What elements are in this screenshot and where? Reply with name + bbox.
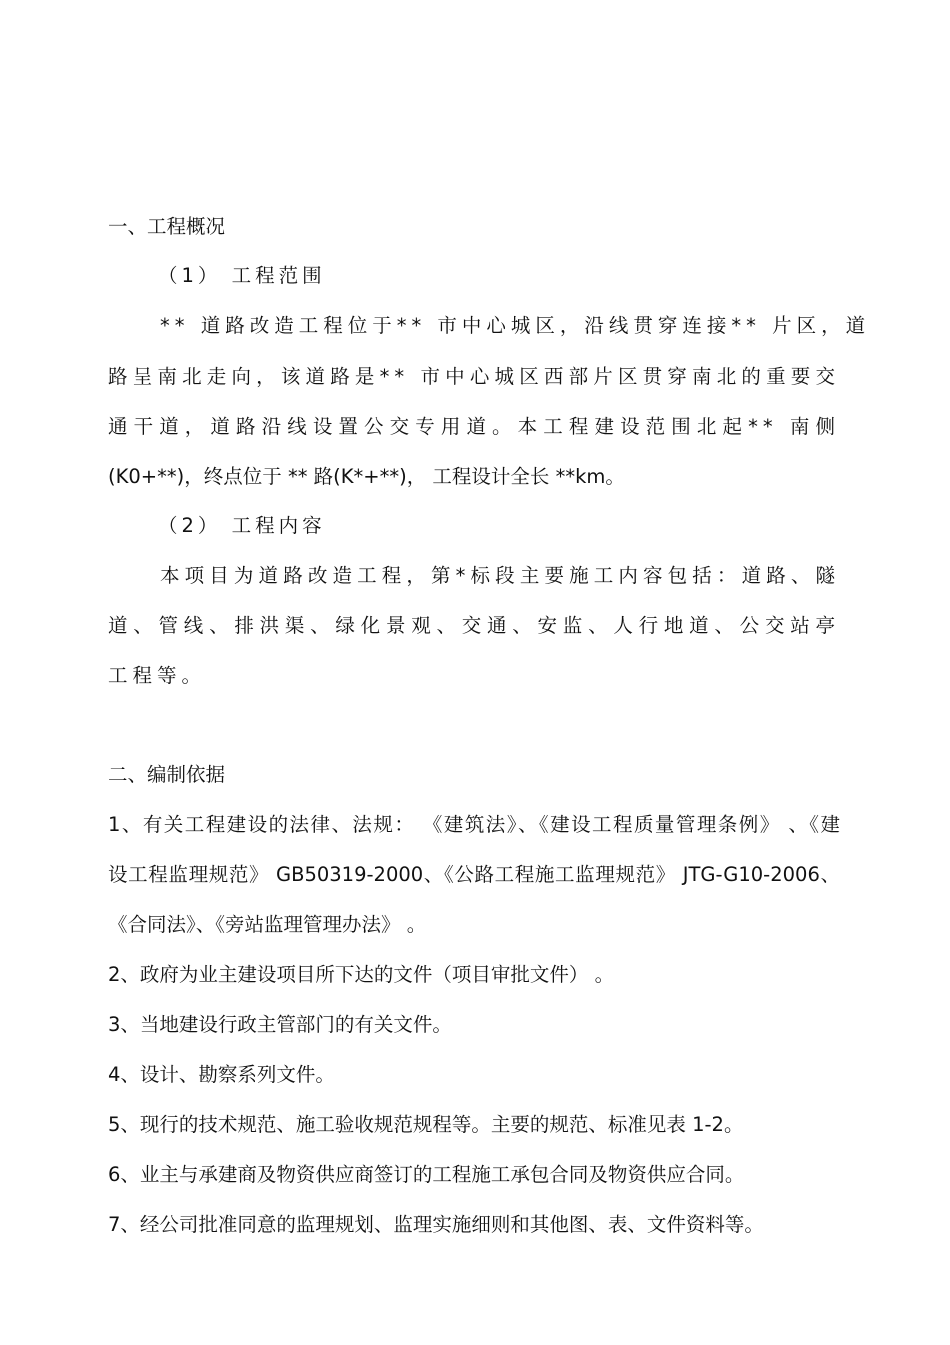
basis-item-5: 5、现行的技术规范、施工验收规范规程等。主要的规范、标准见表 1-2。 xyxy=(108,1113,744,1136)
subsection-heading-scope: （1） 工程范围 xyxy=(158,264,326,287)
scope-paragraph-line-2: 路呈南北走向，该道路是** 市中心城区西部片区贯穿南北的重要交 xyxy=(108,365,840,388)
scope-paragraph-line-1: ** 道路改造工程位于** 市中心城区，沿线贯穿连接** 片区，道 xyxy=(160,314,871,337)
basis-item-1-line-2: 设工程监理规范》 GB50319-2000、《公路工程施工监理规范》 JTG-G10-2006、 xyxy=(108,863,840,886)
basis-item-7: 7、经公司批准同意的监理规划、监理实施细则和其他图、表、文件资料等。 xyxy=(108,1213,764,1236)
basis-item-3: 3、当地建设行政主管部门的有关文件。 xyxy=(108,1013,452,1036)
basis-item-1-line-3: 《合同法》、《旁站监理管理办法》 。 xyxy=(108,913,427,936)
section-heading-basis: 二、编制依据 xyxy=(108,763,226,786)
scope-paragraph-line-4: (K0+**)，终点位于 ** 路(K*+**)， 工程设计全长 **km。 xyxy=(108,465,625,488)
basis-item-4: 4、设计、勘察系列文件。 xyxy=(108,1063,335,1086)
content-paragraph-line-3: 工程等。 xyxy=(108,664,207,687)
scope-paragraph-line-3: 通干道，道路沿线设置公交专用道。本工程建设范围北起** 南侧 xyxy=(108,415,840,438)
content-paragraph-line-2: 道、管线、排洪渠、绿化景观、交通、安监、人行地道、公交站亭 xyxy=(108,614,840,637)
subsection-heading-content: （2） 工程内容 xyxy=(158,514,326,537)
basis-item-2: 2、政府为业主建设项目所下达的文件（项目审批文件） 。 xyxy=(108,963,615,986)
basis-item-1-line-1: 1、有关工程建设的法律、法规： 《建筑法》、《建设工程质量管理条例》 、《建 xyxy=(108,813,840,836)
content-paragraph-line-1: 本项目为道路改造工程，第*标段主要施工内容包括：道路、隧 xyxy=(160,564,840,587)
section-heading-overview: 一、工程概况 xyxy=(108,215,226,238)
basis-item-6: 6、业主与承建商及物资供应商签订的工程施工承包合同及物资供应合同。 xyxy=(108,1163,745,1186)
